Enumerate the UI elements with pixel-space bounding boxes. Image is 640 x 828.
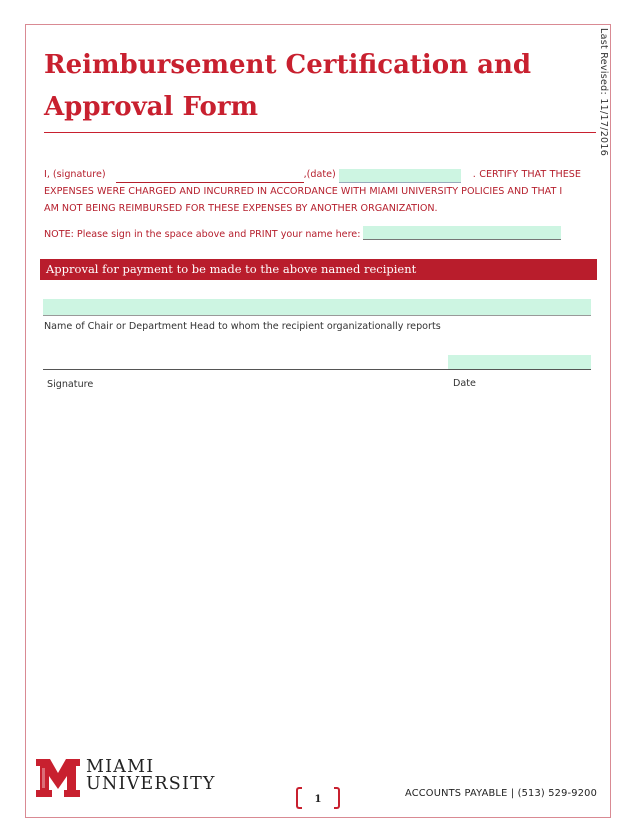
approval-banner: Approval for payment to be made to the above named recipient: [40, 259, 597, 280]
certify-text: . CERTIFY THAT THESE: [472, 169, 581, 180]
printed-name-field[interactable]: [363, 226, 561, 240]
note-text: NOTE: Please sign in the space above and PRINT your name here:: [44, 229, 361, 240]
page-number: 1: [296, 787, 340, 811]
title-line-1: Reimbursement Certification and: [44, 50, 532, 80]
right-bracket: [334, 787, 340, 809]
print-name-note: [44, 226, 584, 240]
chair-name-label: Name of Chair or Department Head to whom the recipient organizationally reports: [44, 321, 441, 332]
certification-line-2: EXPENSES WERE CHARGED AND INCURRED IN ACCORDANCE WITH MIAMI UNIVERSITY POLICIES AND THAT I: [44, 186, 563, 197]
certification-line-3: AM NOT BEING REIMBURSED FOR THESE EXPENSES BY ANOTHER ORGANIZATION.: [44, 203, 438, 214]
approval-signature-line[interactable]: [43, 369, 591, 370]
page-title: [44, 44, 584, 128]
title-divider: [44, 132, 596, 133]
signature-line[interactable]: [116, 173, 304, 183]
approval-date-field[interactable]: [448, 355, 591, 369]
footer-contact: ACCOUNTS PAYABLE | (513) 529-9200: [405, 788, 598, 799]
certification-statement: [44, 166, 581, 217]
last-revised: Last Revised: 11/17/2016: [598, 28, 609, 157]
left-bracket: [296, 787, 302, 809]
page-border: [25, 24, 611, 818]
date-prefix: ,(date): [303, 169, 336, 180]
chair-name-field[interactable]: [43, 299, 591, 316]
date-label: Date: [453, 378, 476, 389]
title-line-2: Approval Form: [44, 92, 259, 122]
university-wordmark: MIAMI UNIVERSITY: [86, 757, 216, 794]
signature-prefix: I, (signature): [44, 169, 106, 180]
certification-date-field[interactable]: [339, 169, 461, 183]
signature-label: Signature: [47, 379, 94, 390]
certification-row-1: [44, 166, 581, 183]
miami-logo-icon: [36, 759, 80, 797]
